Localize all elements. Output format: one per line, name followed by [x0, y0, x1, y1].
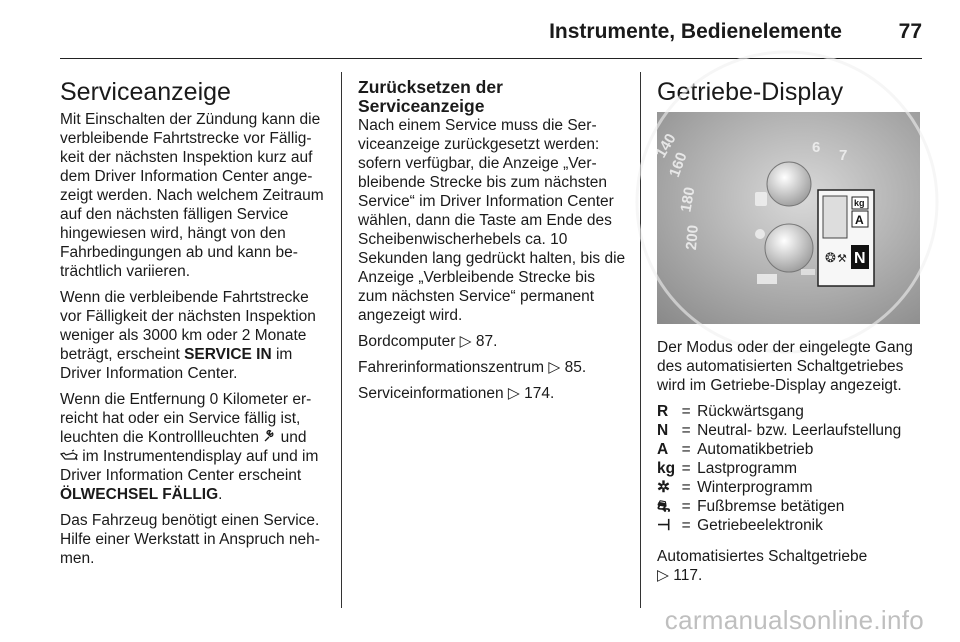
display-kg: kg	[854, 198, 865, 208]
tach-label-7: 7	[839, 147, 848, 164]
column-service-display	[60, 72, 326, 575]
page-number: 77	[898, 20, 922, 43]
watermark: carmanualsonline.info	[664, 605, 924, 635]
legend-row: ⛐ = Fußbremse betätigen	[657, 498, 845, 515]
winter-program-icon: ✲	[657, 479, 670, 496]
gauge-label-180: 180	[677, 185, 699, 214]
paragraph-remaining-distance: Wenn die verbleibende Fahrtstrecke vor Fälligkeit der nächsten Inspektion weniger als 3000 km oder 2 Monate beträgt, erscheint SERVICE IN im Driver Information Center.	[60, 289, 316, 382]
legend-row: kg = Lastprogramm	[657, 460, 798, 477]
cross-ref-serviceinformationen[interactable]: Serviceinformationen ▷ 174.	[358, 385, 555, 402]
paragraph-warning-lights: Wenn die Entfernung 0 Kilometer erreicht hat oder ein Service fällig ist, leuchten die Kontrollleuchten und im Instrumentendisplay auf und im Driver Information Center erscheint ÖLWECHSEL FÄLLIG.	[60, 391, 319, 503]
paragraph-service-needed: Das Fahrzeug benötigt einen Service. Hilfe einer Werkstatt in Anspruch nehmen.	[60, 512, 320, 567]
column-transmission-display	[652, 72, 923, 592]
display-gear-n: N	[854, 250, 866, 267]
transmission-display-photo	[652, 112, 920, 324]
running-header-title: Instrumente, Bedienelemente	[549, 20, 842, 43]
legend-row: N = Neutral- bzw. Leerlaufstellung	[657, 422, 902, 439]
ref-arrow-icon: ▷	[459, 333, 472, 350]
paragraph-display-intro: Der Modus oder der eingelegte Gang des automatisierten Schaltgetriebes wird im Getriebe-Display angezeigt.	[657, 339, 913, 394]
column-divider-1	[341, 72, 342, 608]
ref-arrow-icon: ▷	[548, 359, 561, 376]
gauge-label-200: 200	[682, 224, 703, 251]
ref-arrow-icon: ▷	[507, 385, 520, 402]
legend-row: A = Automatikbetrieb	[657, 441, 814, 458]
gauge-label-140: 140	[652, 130, 680, 161]
brake-indicator-icon: ⚒	[837, 253, 847, 265]
oil-can-icon	[60, 449, 78, 464]
header-divider	[60, 58, 922, 59]
cross-ref-bordcomputer[interactable]: Bordcomputer ▷ 87.	[358, 333, 498, 350]
legend-row: ⊣ = Getriebeelektronik	[657, 517, 823, 534]
legend-row: R = Rückwärtsgang	[657, 403, 804, 420]
winter-indicator-icon: ❂	[825, 250, 836, 265]
wrench-icon	[263, 430, 276, 445]
paragraph-intro: Mit Einschalten der Zündung kann die verbleibende Fahrtstrecke vor Fälligkeit der nächsten Inspektion kurz auf dem Driver Information Center angezeigt werden. Nach welchem Zeitraum auf den nächsten fälligen Service hingewiesen wird, hängt von den Fahrbedingungen ab und kann beträchtlich variieren.	[60, 111, 324, 280]
gauge-label-160: 160	[666, 150, 691, 180]
cross-ref-fahrerinformationszentrum[interactable]: Fahrerinformationszentrum ▷ 85.	[358, 359, 587, 376]
tach-label-6: 6	[812, 139, 821, 156]
display-mode-a: A	[855, 213, 864, 227]
section-title-reset: Zurücksetzen der Serviceanzeige	[358, 77, 503, 116]
service-in-term: SERVICE IN	[184, 346, 272, 363]
section-title-serviceanzeige: Serviceanzeige	[60, 78, 231, 106]
cross-ref-schaltgetriebe[interactable]: Automatisiertes Schaltgetriebe ▷ 117.	[657, 548, 868, 584]
foot-brake-icon: ⛐	[657, 498, 671, 515]
transmission-electronics-icon: ⊣	[657, 517, 671, 534]
symbol-legend-table	[657, 402, 901, 535]
column-divider-2	[640, 72, 641, 608]
section-title-getriebe-display: Getriebe-Display	[657, 78, 844, 106]
ref-arrow-icon: ▷	[657, 567, 669, 584]
paragraph-reset-steps: Nach einem Service muss die Serviceanzeige zurückgesetzt werden: sofern verfügbar, die Anzeige „Verbleibende Strecke bis zum nächsten Service“ im Driver Information Center wählen, dann die Taste am Ende des Scheibenwischerhebels ca. 10 Sekunden lang gedrückt halten, bis die Anzeige „Verbleibende Strecke bis zum nächsten Service“ permanent angezeigt wird.	[358, 117, 626, 324]
oil-change-term: ÖLWECHSEL FÄLLIG	[60, 486, 219, 503]
column-reset-service	[358, 72, 628, 410]
legend-row: ✲ = Winterprogramm	[657, 479, 813, 496]
